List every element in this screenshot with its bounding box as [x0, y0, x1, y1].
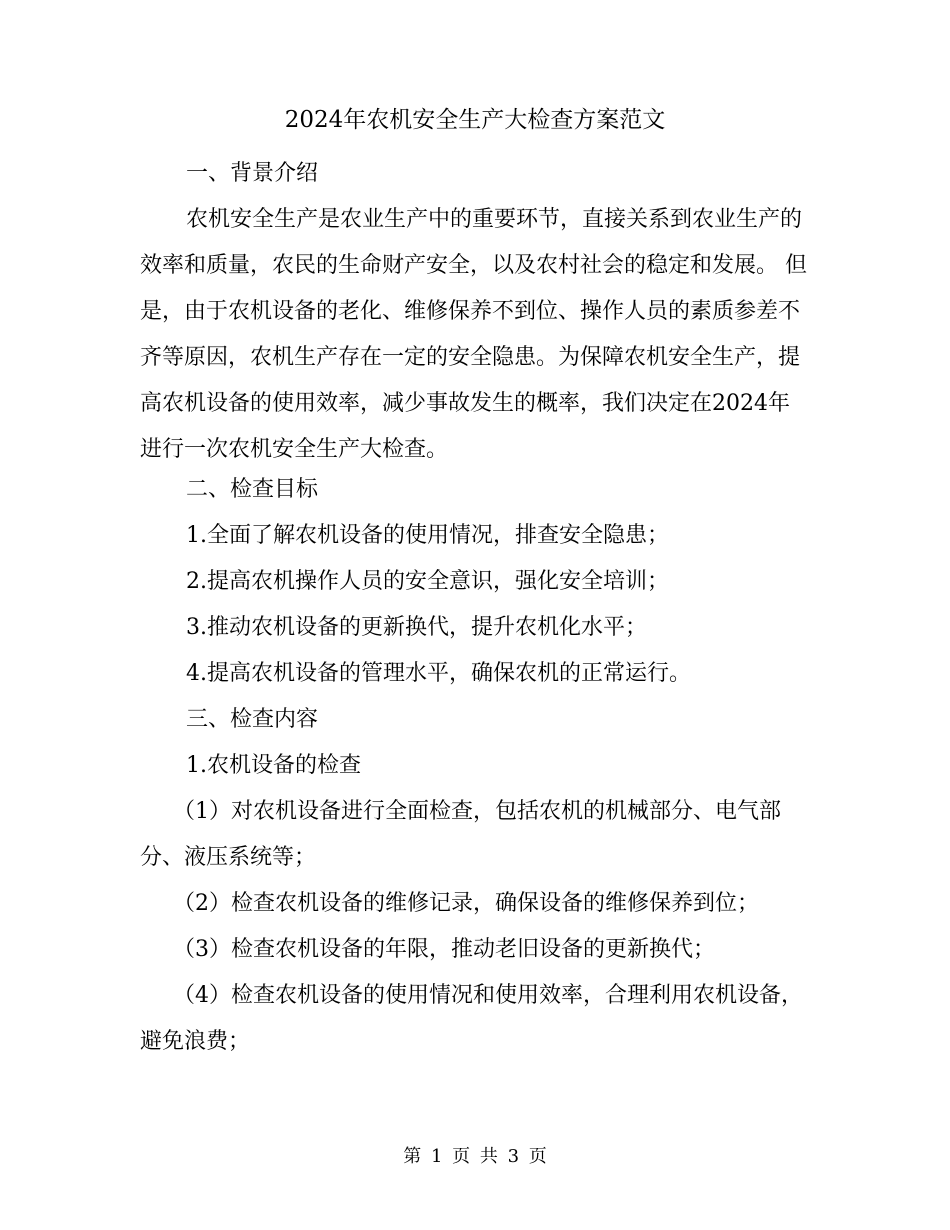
content-item-2: （2）检查农机设备的维修记录，确保设备的维修保养到位； [173, 891, 759, 916]
section-heading-background: 一、背景介绍 [186, 161, 319, 186]
goal-item-2: 2.提高农机操作人员的安全意识，强化安全培训； [186, 569, 669, 594]
background-paragraph: 农机安全生产是农业生产中的重要环节，直接关系到农业生产的效率和质量，农民的生命财产安全，以及农村社会的稳定和发展。 但是，由于农机设备的老化、维修保养不到位、操作人员的素质参差不齐等原因，农机生产存在一定的安全隐患。为保障农机安全生产，提高农机设备的使用效率，减少事故发生的概率，我们决定在2024年进行一次农机安全生产大检查。 [140, 207, 807, 462]
content-item-4: （4）检查农机设备的使用情况和使用效率，合理利用农机设备，避免浪费； [140, 983, 803, 1054]
goal-item-1: 1.全面了解农机设备的使用情况，排查安全隐患； [186, 523, 669, 548]
page-number-footer: 第 1 页 共 3 页 [403, 1146, 547, 1167]
goal-item-4: 4.提高农机设备的管理水平，确保农机的正常运行。 [186, 661, 691, 686]
section-heading-goals: 二、检查目标 [186, 477, 319, 502]
content-item-1: （1）对农机设备进行全面检查，包括农机的机械部分、电气部分、液压系统等； [140, 799, 781, 870]
content-item-3: （3）检查农机设备的年限，推动老旧设备的更新换代； [173, 937, 715, 962]
goal-item-3: 3.推动农机设备的更新换代，提升农机化水平； [186, 615, 647, 640]
document-title: 2024年农机安全生产大检查方案范文 [284, 107, 666, 133]
content-subheading: 1.农机设备的检查 [186, 753, 361, 778]
section-heading-content: 三、检查内容 [186, 707, 319, 732]
